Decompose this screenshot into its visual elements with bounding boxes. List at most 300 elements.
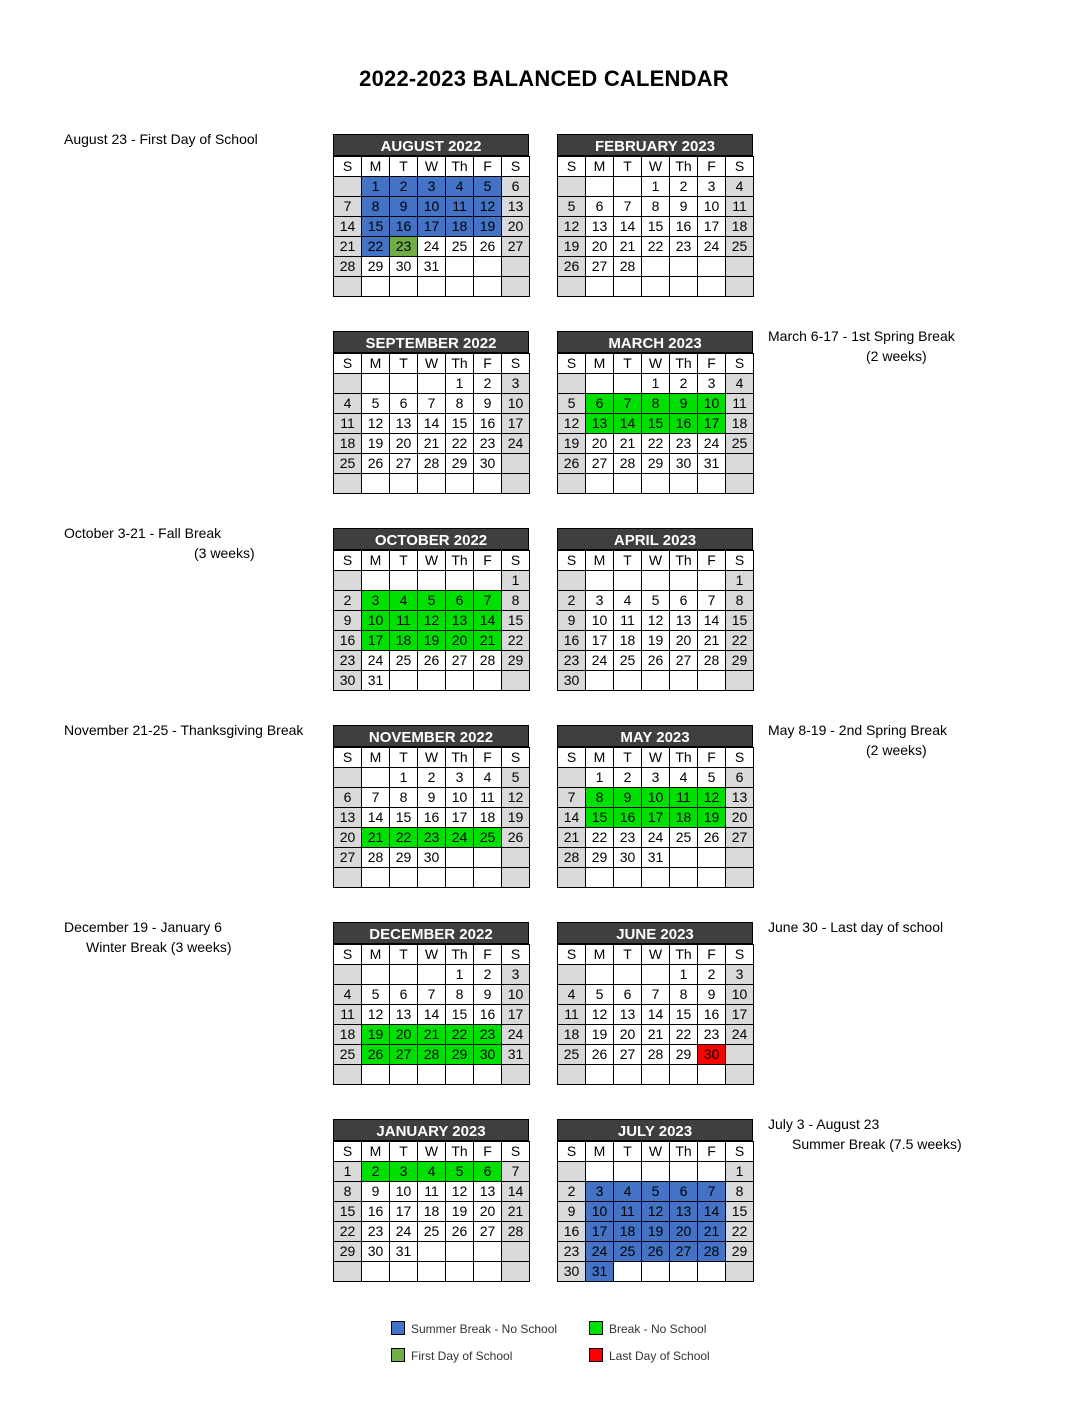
day-cell: 11 xyxy=(726,394,754,414)
month-grid xyxy=(557,747,754,888)
day-cell: 8 xyxy=(642,394,670,414)
day-cell: 2 xyxy=(334,591,362,611)
weekday-header: Th xyxy=(446,748,474,768)
day-cell: 22 xyxy=(642,434,670,454)
day-cell: 10 xyxy=(502,985,530,1005)
weekday-header: S xyxy=(502,157,530,177)
day-cell: 30 xyxy=(558,671,586,691)
empty-cell xyxy=(642,257,670,277)
day-cell: 9 xyxy=(474,394,502,414)
day-cell: 13 xyxy=(390,414,418,434)
day-cell: 16 xyxy=(698,1005,726,1025)
day-cell: 12 xyxy=(698,788,726,808)
empty-cell xyxy=(670,1262,698,1282)
empty-cell xyxy=(698,868,726,888)
day-cell: 13 xyxy=(670,611,698,631)
day-cell: 2 xyxy=(390,177,418,197)
weekday-header: W xyxy=(418,551,446,571)
empty-cell xyxy=(670,474,698,494)
page-title: 2022-2023 BALANCED CALENDAR xyxy=(359,66,729,91)
empty-cell xyxy=(502,1242,530,1262)
day-cell: 5 xyxy=(418,591,446,611)
day-cell: 4 xyxy=(726,177,754,197)
day-cell: 13 xyxy=(726,788,754,808)
weekday-header: Th xyxy=(446,157,474,177)
day-cell: 23 xyxy=(558,651,586,671)
weekday-header: F xyxy=(698,157,726,177)
empty-cell xyxy=(362,965,390,985)
day-cell: 9 xyxy=(698,985,726,1005)
day-cell: 3 xyxy=(586,591,614,611)
day-cell: 19 xyxy=(558,237,586,257)
day-cell: 15 xyxy=(726,1202,754,1222)
weekday-header: Th xyxy=(670,1142,698,1162)
day-cell: 20 xyxy=(726,808,754,828)
empty-cell xyxy=(586,571,614,591)
day-cell: 21 xyxy=(502,1202,530,1222)
day-cell: 30 xyxy=(418,848,446,868)
day-cell: 15 xyxy=(642,414,670,434)
empty-cell xyxy=(670,571,698,591)
empty-cell xyxy=(446,277,474,297)
empty-cell xyxy=(502,1262,530,1282)
month-grid xyxy=(557,550,754,691)
day-cell: 4 xyxy=(614,591,642,611)
legend-summer-break xyxy=(391,1321,557,1336)
month-header: MAY 2023 xyxy=(557,725,753,747)
weekday-header: Th xyxy=(670,354,698,374)
day-cell: 26 xyxy=(474,237,502,257)
day-cell: 26 xyxy=(642,651,670,671)
day-cell: 23 xyxy=(418,828,446,848)
weekday-header: M xyxy=(586,157,614,177)
day-cell: 27 xyxy=(670,1242,698,1262)
empty-cell xyxy=(586,474,614,494)
weekday-header: T xyxy=(390,1142,418,1162)
day-cell: 14 xyxy=(502,1182,530,1202)
empty-cell xyxy=(502,277,530,297)
day-cell: 15 xyxy=(446,1005,474,1025)
day-cell: 12 xyxy=(362,1005,390,1025)
empty-cell xyxy=(642,868,670,888)
weekday-header: M xyxy=(362,945,390,965)
weekday-header: S xyxy=(334,551,362,571)
day-cell: 28 xyxy=(614,454,642,474)
month-header: OCTOBER 2022 xyxy=(333,528,529,550)
weekday-header: W xyxy=(418,157,446,177)
empty-cell xyxy=(586,1065,614,1085)
day-cell: 10 xyxy=(446,788,474,808)
day-cell: 14 xyxy=(614,217,642,237)
day-cell: 4 xyxy=(726,374,754,394)
day-cell: 12 xyxy=(642,1202,670,1222)
month-grid xyxy=(557,353,754,494)
day-cell: 6 xyxy=(502,177,530,197)
day-cell: 17 xyxy=(698,217,726,237)
day-cell: 29 xyxy=(726,1242,754,1262)
empty-cell xyxy=(642,277,670,297)
day-cell: 17 xyxy=(642,808,670,828)
note-october-line2: (3 weeks) xyxy=(194,545,255,561)
day-cell: 8 xyxy=(446,985,474,1005)
month-grid xyxy=(333,747,530,888)
empty-cell xyxy=(390,671,418,691)
day-cell: 5 xyxy=(362,985,390,1005)
empty-cell xyxy=(614,374,642,394)
legend-last-day xyxy=(589,1348,710,1363)
weekday-header: S xyxy=(334,945,362,965)
weekday-header: S xyxy=(334,354,362,374)
empty-cell xyxy=(558,1065,586,1085)
day-cell: 19 xyxy=(362,434,390,454)
day-cell: 29 xyxy=(334,1242,362,1262)
day-cell: 27 xyxy=(334,848,362,868)
day-cell: 30 xyxy=(558,1262,586,1282)
day-cell: 31 xyxy=(362,671,390,691)
calendar-august-2022 xyxy=(333,134,529,297)
day-cell: 1 xyxy=(642,177,670,197)
day-cell: 14 xyxy=(642,1005,670,1025)
day-cell: 12 xyxy=(418,611,446,631)
day-cell: 17 xyxy=(446,808,474,828)
empty-cell xyxy=(418,965,446,985)
day-cell: 9 xyxy=(614,788,642,808)
day-cell: 5 xyxy=(446,1162,474,1182)
weekday-header: W xyxy=(418,748,446,768)
weekday-header: S xyxy=(726,354,754,374)
empty-cell xyxy=(558,177,586,197)
empty-cell xyxy=(502,1065,530,1085)
day-cell: 10 xyxy=(642,788,670,808)
day-cell: 3 xyxy=(726,965,754,985)
day-cell: 26 xyxy=(586,1045,614,1065)
day-cell: 31 xyxy=(642,848,670,868)
day-cell: 16 xyxy=(558,1222,586,1242)
empty-cell xyxy=(698,474,726,494)
weekday-header: Th xyxy=(670,551,698,571)
day-cell: 27 xyxy=(474,1222,502,1242)
day-cell: 29 xyxy=(726,651,754,671)
day-cell: 17 xyxy=(502,414,530,434)
day-cell: 5 xyxy=(502,768,530,788)
empty-cell xyxy=(334,374,362,394)
day-cell: 28 xyxy=(474,651,502,671)
day-cell: 25 xyxy=(558,1045,586,1065)
day-cell: 13 xyxy=(614,1005,642,1025)
empty-cell xyxy=(418,1242,446,1262)
day-cell: 28 xyxy=(698,1242,726,1262)
weekday-header: Th xyxy=(670,157,698,177)
weekday-header: W xyxy=(642,748,670,768)
day-cell: 29 xyxy=(390,848,418,868)
day-cell: 27 xyxy=(586,454,614,474)
empty-cell xyxy=(474,277,502,297)
day-cell: 22 xyxy=(390,828,418,848)
note-june-line1: June 30 - Last day of school xyxy=(768,919,944,935)
empty-cell xyxy=(474,671,502,691)
weekday-header: S xyxy=(502,551,530,571)
day-cell: 12 xyxy=(558,217,586,237)
legend-label-first-day: First Day of School xyxy=(411,1349,513,1363)
day-cell: 24 xyxy=(698,237,726,257)
weekday-header: T xyxy=(614,157,642,177)
day-cell: 23 xyxy=(334,651,362,671)
weekday-header: M xyxy=(362,1142,390,1162)
empty-cell xyxy=(446,848,474,868)
day-cell: 31 xyxy=(390,1242,418,1262)
day-cell: 18 xyxy=(474,808,502,828)
day-cell: 3 xyxy=(362,591,390,611)
weekday-header: M xyxy=(586,551,614,571)
legend-break xyxy=(589,1321,706,1336)
weekday-header: W xyxy=(418,945,446,965)
empty-cell xyxy=(642,671,670,691)
day-cell: 14 xyxy=(698,1202,726,1222)
day-cell: 26 xyxy=(418,651,446,671)
weekday-header: T xyxy=(390,748,418,768)
day-cell: 28 xyxy=(614,257,642,277)
empty-cell xyxy=(474,848,502,868)
day-cell: 10 xyxy=(362,611,390,631)
weekday-header: S xyxy=(558,551,586,571)
day-cell: 8 xyxy=(334,1182,362,1202)
day-cell: 30 xyxy=(614,848,642,868)
empty-cell xyxy=(698,848,726,868)
day-cell: 10 xyxy=(502,394,530,414)
day-cell: 22 xyxy=(502,631,530,651)
day-cell: 19 xyxy=(586,1025,614,1045)
day-cell: 23 xyxy=(670,237,698,257)
day-cell: 11 xyxy=(334,414,362,434)
empty-cell xyxy=(446,257,474,277)
empty-cell xyxy=(698,1162,726,1182)
day-cell: 30 xyxy=(474,454,502,474)
day-cell: 13 xyxy=(474,1182,502,1202)
empty-cell xyxy=(390,374,418,394)
empty-cell xyxy=(418,671,446,691)
day-cell: 29 xyxy=(586,848,614,868)
day-cell: 19 xyxy=(698,808,726,828)
day-cell: 2 xyxy=(614,768,642,788)
weekday-header: W xyxy=(642,354,670,374)
day-cell: 28 xyxy=(362,848,390,868)
note-october xyxy=(64,523,255,563)
day-cell: 23 xyxy=(474,1025,502,1045)
weekday-header: F xyxy=(474,551,502,571)
day-cell: 23 xyxy=(698,1025,726,1045)
day-cell: 18 xyxy=(334,1025,362,1045)
day-cell: 8 xyxy=(642,197,670,217)
weekday-header: M xyxy=(362,748,390,768)
weekday-header: S xyxy=(502,354,530,374)
day-cell: 16 xyxy=(362,1202,390,1222)
day-cell: 20 xyxy=(586,434,614,454)
day-cell: 21 xyxy=(418,1025,446,1045)
day-cell: 9 xyxy=(558,611,586,631)
empty-cell xyxy=(390,1065,418,1085)
day-cell: 1 xyxy=(334,1162,362,1182)
day-cell: 4 xyxy=(334,394,362,414)
day-cell: 5 xyxy=(586,985,614,1005)
day-cell: 24 xyxy=(446,828,474,848)
empty-cell xyxy=(334,177,362,197)
month-header: FEBRUARY 2023 xyxy=(557,134,753,156)
day-cell: 16 xyxy=(390,217,418,237)
day-cell: 19 xyxy=(446,1202,474,1222)
day-cell: 15 xyxy=(446,414,474,434)
weekday-header: S xyxy=(726,1142,754,1162)
empty-cell xyxy=(418,1262,446,1282)
legend-swatch-summer xyxy=(391,1321,405,1335)
empty-cell xyxy=(586,965,614,985)
day-cell: 16 xyxy=(418,808,446,828)
empty-cell xyxy=(670,1065,698,1085)
month-header: JUNE 2023 xyxy=(557,922,753,944)
day-cell: 29 xyxy=(362,257,390,277)
empty-cell xyxy=(334,1262,362,1282)
day-cell: 20 xyxy=(614,1025,642,1045)
month-grid xyxy=(557,1141,754,1282)
empty-cell xyxy=(614,277,642,297)
weekday-header: F xyxy=(474,1142,502,1162)
month-header: NOVEMBER 2022 xyxy=(333,725,529,747)
note-may-line2: (2 weeks) xyxy=(866,742,927,758)
day-cell: 23 xyxy=(362,1222,390,1242)
empty-cell xyxy=(586,177,614,197)
day-cell: 26 xyxy=(446,1222,474,1242)
day-cell: 15 xyxy=(670,1005,698,1025)
weekday-header: T xyxy=(614,748,642,768)
day-cell: 22 xyxy=(362,237,390,257)
empty-cell xyxy=(642,474,670,494)
day-cell: 14 xyxy=(418,1005,446,1025)
weekday-header: F xyxy=(698,551,726,571)
day-cell: 4 xyxy=(418,1162,446,1182)
empty-cell xyxy=(558,277,586,297)
day-cell: 27 xyxy=(586,257,614,277)
day-cell: 6 xyxy=(390,985,418,1005)
day-cell: 19 xyxy=(558,434,586,454)
day-cell: 2 xyxy=(558,591,586,611)
empty-cell xyxy=(670,868,698,888)
day-cell: 8 xyxy=(670,985,698,1005)
day-cell: 11 xyxy=(474,788,502,808)
day-cell: 22 xyxy=(446,434,474,454)
day-cell: 9 xyxy=(362,1182,390,1202)
day-cell: 7 xyxy=(502,1162,530,1182)
day-cell: 10 xyxy=(586,1202,614,1222)
empty-cell xyxy=(474,1262,502,1282)
empty-cell xyxy=(362,1262,390,1282)
day-cell: 22 xyxy=(334,1222,362,1242)
day-cell: 25 xyxy=(726,434,754,454)
empty-cell xyxy=(418,868,446,888)
day-cell: 25 xyxy=(334,1045,362,1065)
weekday-header: F xyxy=(698,748,726,768)
day-cell: 27 xyxy=(390,1045,418,1065)
empty-cell xyxy=(698,571,726,591)
empty-cell xyxy=(698,257,726,277)
day-cell: 1 xyxy=(670,965,698,985)
empty-cell xyxy=(362,571,390,591)
note-may-line1: May 8-19 - 2nd Spring Break xyxy=(768,722,947,738)
month-header: JANUARY 2023 xyxy=(333,1119,529,1141)
day-cell: 16 xyxy=(474,1005,502,1025)
day-cell: 16 xyxy=(614,808,642,828)
day-cell: 12 xyxy=(474,197,502,217)
day-cell: 9 xyxy=(558,1202,586,1222)
day-cell: 20 xyxy=(390,1025,418,1045)
weekday-header: Th xyxy=(446,945,474,965)
day-cell: 29 xyxy=(446,1045,474,1065)
weekday-header: S xyxy=(558,354,586,374)
day-cell: 16 xyxy=(670,217,698,237)
day-cell: 16 xyxy=(334,631,362,651)
note-march xyxy=(768,326,955,366)
day-cell: 17 xyxy=(418,217,446,237)
day-cell: 2 xyxy=(474,374,502,394)
month-grid xyxy=(333,353,530,494)
day-cell: 28 xyxy=(502,1222,530,1242)
legend-label-last-day: Last Day of School xyxy=(609,1349,710,1363)
weekday-header: S xyxy=(502,945,530,965)
empty-cell xyxy=(418,374,446,394)
note-december-line2: Winter Break (3 weeks) xyxy=(86,939,232,955)
note-august-line1: August 23 - First Day of School xyxy=(64,131,258,147)
day-cell: 8 xyxy=(446,394,474,414)
month-grid xyxy=(333,944,530,1085)
day-cell: 22 xyxy=(726,1222,754,1242)
day-cell: 13 xyxy=(390,1005,418,1025)
day-cell: 19 xyxy=(362,1025,390,1045)
empty-cell xyxy=(726,1262,754,1282)
empty-cell xyxy=(670,671,698,691)
note-december xyxy=(64,917,231,957)
month-grid xyxy=(557,156,754,297)
day-cell: 3 xyxy=(446,768,474,788)
weekday-header: T xyxy=(614,551,642,571)
month-header: DECEMBER 2022 xyxy=(333,922,529,944)
empty-cell xyxy=(642,965,670,985)
empty-cell xyxy=(726,1045,754,1065)
day-cell: 25 xyxy=(614,1242,642,1262)
empty-cell xyxy=(558,965,586,985)
legend-swatch-break xyxy=(589,1321,603,1335)
empty-cell xyxy=(726,1065,754,1085)
day-cell: 1 xyxy=(502,571,530,591)
day-cell: 10 xyxy=(698,394,726,414)
empty-cell xyxy=(698,277,726,297)
month-header: APRIL 2023 xyxy=(557,528,753,550)
day-cell: 6 xyxy=(334,788,362,808)
day-cell: 23 xyxy=(670,434,698,454)
day-cell: 20 xyxy=(390,434,418,454)
day-cell: 7 xyxy=(418,394,446,414)
empty-cell xyxy=(390,965,418,985)
weekday-header: T xyxy=(614,1142,642,1162)
day-cell: 31 xyxy=(418,257,446,277)
day-cell: 1 xyxy=(390,768,418,788)
day-cell: 15 xyxy=(586,808,614,828)
day-cell: 26 xyxy=(558,454,586,474)
empty-cell xyxy=(670,257,698,277)
note-december-line1: December 19 - January 6 xyxy=(64,919,222,935)
day-cell: 21 xyxy=(614,237,642,257)
empty-cell xyxy=(558,474,586,494)
empty-cell xyxy=(670,277,698,297)
day-cell: 17 xyxy=(698,414,726,434)
day-cell: 4 xyxy=(474,768,502,788)
